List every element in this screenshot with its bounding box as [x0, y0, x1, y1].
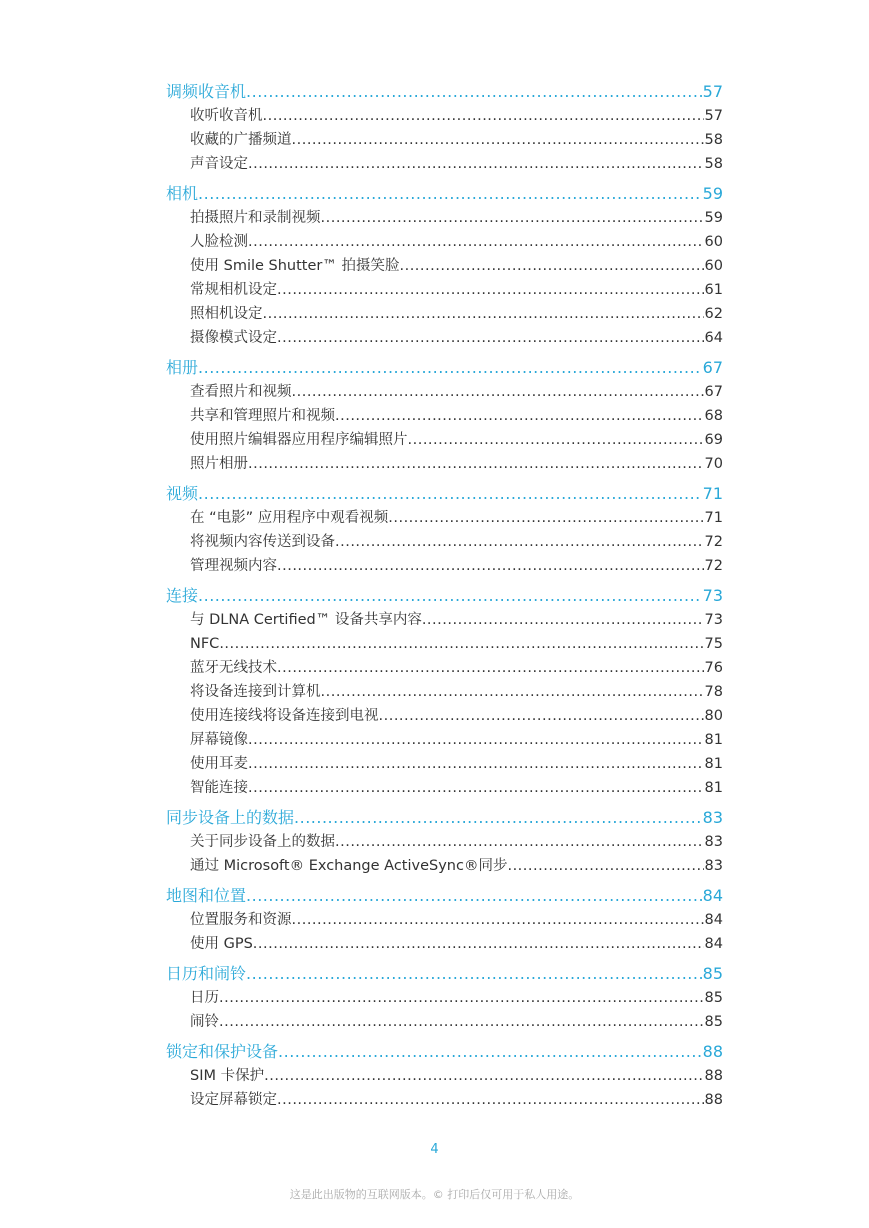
toc-item-page: 72	[704, 534, 723, 550]
toc-leader-dots	[379, 704, 704, 728]
toc-item[interactable]	[166, 326, 723, 350]
toc-item-title: 闹铃	[190, 1014, 219, 1030]
toc-item-title: 管理视频内容	[190, 558, 277, 574]
toc-section[interactable]	[166, 584, 723, 608]
toc-section-page: 59	[702, 184, 723, 203]
toc-item-title: 使用连接线将设备连接到电视	[190, 708, 379, 724]
toc-item-page: 88	[704, 1092, 723, 1108]
toc-section-title: 锁定和保护设备	[166, 1042, 279, 1061]
toc-item-page: 67	[704, 384, 723, 400]
toc-item-page: 64	[704, 330, 723, 346]
toc-item[interactable]	[166, 752, 723, 776]
toc-section[interactable]	[166, 356, 723, 380]
toc-item-title: 常规相机设定	[190, 282, 277, 298]
toc-item-page: 60	[704, 258, 723, 274]
toc-leader-dots	[321, 680, 704, 704]
toc-item[interactable]	[166, 1064, 723, 1088]
toc-section-page: 73	[702, 586, 723, 605]
toc-section[interactable]	[166, 1040, 723, 1064]
toc-leader-dots	[248, 728, 704, 752]
toc-item[interactable]	[166, 704, 723, 728]
toc-item-page: 72	[704, 558, 723, 574]
toc-leader-dots	[248, 152, 704, 176]
toc-leader-dots	[198, 356, 702, 380]
toc-item-page: 85	[704, 1014, 723, 1030]
toc-item-page: 62	[704, 306, 723, 322]
toc-leader-dots	[264, 1064, 703, 1088]
toc-item-page: 73	[704, 612, 723, 628]
toc-leader-dots	[263, 302, 704, 326]
toc-item-page: 68	[704, 408, 723, 424]
toc-leader-dots	[278, 1040, 702, 1064]
toc-leader-dots	[246, 884, 702, 908]
toc-item[interactable]	[166, 530, 723, 554]
toc-leader-dots	[263, 104, 704, 128]
toc-section-title: 视频	[166, 484, 199, 503]
toc-item-title: 摄像模式设定	[190, 330, 277, 346]
toc-item[interactable]	[166, 128, 723, 152]
toc-leader-dots	[408, 428, 704, 452]
toc-section[interactable]	[166, 962, 723, 986]
toc-item-title: 与 DLNA Certified™ 设备共享内容	[190, 612, 422, 628]
toc-section-page: 85	[702, 964, 723, 983]
footer-note: 这是此出版物的互联网版本。© 打印后仅可用于私人用途。	[289, 1188, 580, 1201]
toc-item[interactable]	[166, 452, 723, 476]
toc-leader-dots	[321, 206, 704, 230]
toc-leader-dots	[198, 584, 702, 608]
toc-item-title: 将设备连接到计算机	[190, 684, 321, 700]
toc-leader-dots	[292, 908, 704, 932]
toc-item-title: 智能连接	[190, 780, 248, 796]
toc-item[interactable]	[166, 908, 723, 932]
toc-item-page: 88	[704, 1068, 723, 1084]
toc-section-page: 83	[702, 808, 723, 827]
toc-section-page: 67	[702, 358, 723, 377]
toc-item[interactable]	[166, 932, 723, 956]
toc-leader-dots	[248, 752, 704, 776]
toc-section-page: 57	[702, 82, 723, 101]
toc-leader-dots	[294, 806, 702, 830]
toc-leader-dots	[292, 128, 704, 152]
toc-leader-dots	[219, 1010, 704, 1034]
toc-leader-dots	[248, 776, 704, 800]
toc-item-page: 83	[704, 834, 723, 850]
toc-leader-dots	[248, 230, 704, 254]
toc-leader-dots	[246, 962, 702, 986]
toc-item-title: 设定屏幕锁定	[190, 1092, 277, 1108]
toc-item-title: 使用照片编辑器应用程序编辑照片	[190, 432, 408, 448]
toc-item-title: 共享和管理照片和视频	[190, 408, 335, 424]
toc-item-page: 81	[704, 732, 723, 748]
toc-item[interactable]	[166, 152, 723, 176]
toc-item-page: 81	[704, 780, 723, 796]
toc-item-title: 日历	[190, 990, 219, 1006]
toc-item-page: 71	[704, 510, 723, 526]
toc-section[interactable]	[166, 182, 723, 206]
toc-leader-dots	[335, 530, 704, 554]
toc-item[interactable]	[166, 680, 723, 704]
toc-item-page: 84	[704, 912, 723, 928]
toc-section-page: 71	[702, 484, 723, 503]
toc-section-title: 相册	[166, 358, 199, 377]
toc-item[interactable]	[166, 254, 723, 278]
toc-item[interactable]	[166, 1088, 723, 1112]
toc-item[interactable]	[166, 206, 723, 230]
toc-item-title: 位置服务和资源	[190, 912, 292, 928]
toc-item[interactable]	[166, 776, 723, 800]
toc-item-page: 83	[704, 858, 723, 874]
toc-leader-dots	[335, 830, 704, 854]
toc-item[interactable]	[166, 830, 723, 854]
toc-section-title: 日历和闹铃	[166, 964, 247, 983]
toc-section-title: 调频收音机	[166, 82, 247, 101]
toc-item-title: 照相机设定	[190, 306, 263, 322]
toc-leader-dots	[277, 656, 704, 680]
toc-item[interactable]	[166, 854, 723, 878]
toc-item-title: 拍摄照片和录制视频	[190, 210, 321, 226]
toc-leader-dots	[277, 554, 704, 578]
toc-leader-dots	[198, 182, 702, 206]
toc-item-page: 60	[704, 234, 723, 250]
toc-item-page: 85	[704, 990, 723, 1006]
toc-leader-dots	[277, 1088, 704, 1112]
toc-item-title: 收听收音机	[190, 108, 263, 124]
toc-item-title: 收藏的广播频道	[190, 132, 292, 148]
toc-leader-dots	[219, 986, 704, 1010]
toc-item-page: 70	[704, 456, 723, 472]
toc-item-page: 75	[704, 636, 723, 652]
toc-section-title: 地图和位置	[166, 886, 247, 905]
toc-item-title: 关于同步设备上的数据	[190, 834, 335, 850]
toc-leader-dots	[246, 80, 702, 104]
toc-item-title: 查看照片和视频	[190, 384, 292, 400]
toc-item-title: 在 “电影” 应用程序中观看视频	[190, 510, 389, 526]
page-number: 4	[430, 1142, 439, 1157]
toc-item[interactable]	[166, 230, 723, 254]
toc-leader-dots	[388, 506, 703, 530]
toc-item[interactable]	[166, 1010, 723, 1034]
toc-section[interactable]	[166, 884, 723, 908]
toc-leader-dots	[248, 452, 704, 476]
toc-item-title: 通过 Microsoft® Exchange ActiveSync®同步	[190, 858, 508, 874]
toc-item-page: 78	[704, 684, 723, 700]
toc-item[interactable]	[166, 104, 723, 128]
toc-leader-dots	[399, 254, 703, 278]
toc-item[interactable]	[166, 632, 723, 656]
toc-section-page: 88	[702, 1042, 723, 1061]
toc-item-title: 将视频内容传送到设备	[190, 534, 335, 550]
toc-item[interactable]	[166, 506, 723, 530]
toc-item-page: 81	[704, 756, 723, 772]
toc-item-title: 屏幕镜像	[190, 732, 248, 748]
toc-item-page: 59	[704, 210, 723, 226]
toc-section[interactable]	[166, 806, 723, 830]
toc-leader-dots	[277, 278, 704, 302]
toc-item[interactable]	[166, 608, 723, 632]
toc-section-title: 同步设备上的数据	[166, 808, 295, 827]
toc-leader-dots	[422, 608, 704, 632]
toc-item-title: 蓝牙无线技术	[190, 660, 277, 676]
toc-item[interactable]	[166, 278, 723, 302]
toc-section[interactable]	[166, 80, 723, 104]
toc-section-title: 相机	[166, 184, 199, 203]
toc-section-page: 84	[702, 886, 723, 905]
toc-item[interactable]	[166, 302, 723, 326]
toc-item-title: SIM 卡保护	[190, 1068, 265, 1084]
toc-leader-dots	[253, 932, 704, 956]
toc-item[interactable]	[166, 380, 723, 404]
toc-item-page: 76	[704, 660, 723, 676]
toc-leader-dots	[335, 404, 704, 428]
toc-section-title: 连接	[166, 586, 199, 605]
toc-item-title: 使用耳麦	[190, 756, 248, 772]
toc-item-title: NFC	[190, 636, 220, 652]
toc-item-page: 58	[704, 132, 723, 148]
toc-item-page: 57	[704, 108, 723, 124]
toc-leader-dots	[292, 380, 704, 404]
toc-item[interactable]	[166, 656, 723, 680]
toc-item[interactable]	[166, 554, 723, 578]
toc-item-page: 69	[704, 432, 723, 448]
toc-item[interactable]	[166, 428, 723, 452]
toc-item-title: 声音设定	[190, 156, 248, 172]
toc-leader-dots	[219, 632, 703, 656]
toc-item-title: 使用 GPS	[190, 936, 253, 952]
toc-item[interactable]	[166, 728, 723, 752]
toc-leader-dots	[277, 326, 704, 350]
toc-item-title: 使用 Smile Shutter™ 拍摄笑脸	[190, 258, 400, 274]
toc-item[interactable]	[166, 404, 723, 428]
toc-item-title: 人脸检测	[190, 234, 248, 250]
table-of-contents	[166, 80, 723, 1112]
toc-item[interactable]	[166, 986, 723, 1010]
toc-item-title: 照片相册	[190, 456, 248, 472]
toc-item-page: 84	[704, 936, 723, 952]
toc-item-page: 80	[704, 708, 723, 724]
toc-leader-dots	[198, 482, 702, 506]
toc-item-page: 61	[704, 282, 723, 298]
toc-leader-dots	[507, 854, 703, 878]
toc-item-page: 58	[704, 156, 723, 172]
toc-section[interactable]	[166, 482, 723, 506]
